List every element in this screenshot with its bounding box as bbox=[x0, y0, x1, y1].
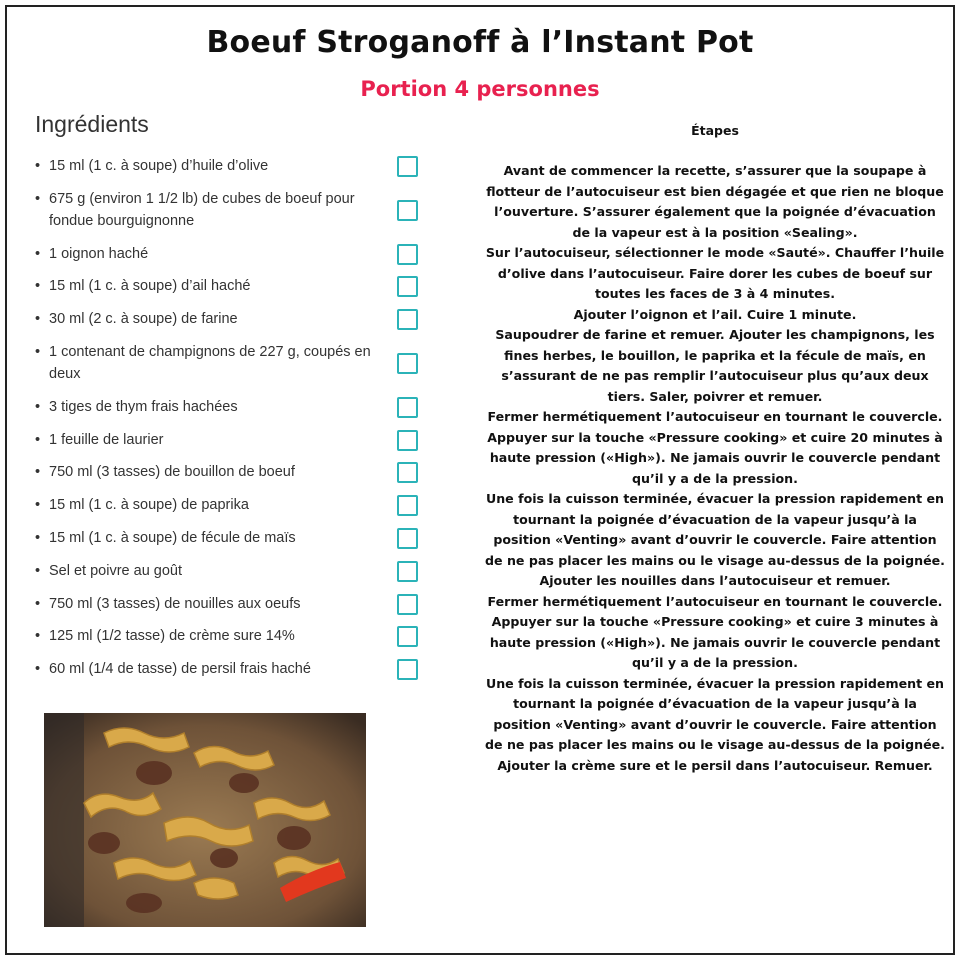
ingredient-checkbox[interactable] bbox=[397, 397, 418, 418]
ingredient-text: 1 feuille de laurier bbox=[49, 431, 164, 448]
ingredients-list bbox=[29, 155, 429, 691]
ingredient-checkbox[interactable] bbox=[397, 626, 418, 647]
bullet: • bbox=[35, 278, 41, 295]
bullet: • bbox=[35, 595, 41, 612]
steps-list bbox=[485, 161, 945, 776]
bullet: • bbox=[35, 431, 41, 448]
ingredient-item bbox=[29, 308, 429, 330]
step-text: Une fois la cuisson terminée, évacuer la pression rapidement en tournant la poignée d’évacuation de la vapeur jusqu’à la position «Venting» avant d’ouvrir le couvercle. Faire attention de ne pas placer les mains ou le visage au-dessus de la poignée. bbox=[485, 491, 945, 568]
bullet: • bbox=[35, 158, 41, 174]
bullet: • bbox=[35, 628, 41, 645]
ingredient-item bbox=[29, 494, 429, 516]
bullet: • bbox=[35, 311, 41, 328]
ingredient-checkbox[interactable] bbox=[397, 561, 418, 582]
ingredient-text: 15 ml (1 c. à soupe) d’huile d’olive bbox=[49, 158, 269, 174]
step-text: Fermer hermétiquement l’autocuiseur en tournant le couvercle. bbox=[487, 593, 943, 609]
bullet: • bbox=[35, 245, 41, 262]
portion-subtitle: Portion 4 personnes bbox=[360, 77, 600, 101]
ingredient-checkbox[interactable] bbox=[397, 659, 418, 680]
ingredient-text: 675 g (environ 1 1/2 lb) de cubes de boeuf pour fondue bourguignonne bbox=[49, 190, 355, 229]
ingredient-item bbox=[29, 275, 429, 297]
bullet: • bbox=[35, 464, 41, 481]
bullet: • bbox=[35, 343, 41, 360]
ingredient-text: 125 ml (1/2 tasse) de crème sure 14% bbox=[49, 628, 295, 645]
ingredient-checkbox[interactable] bbox=[397, 200, 418, 221]
step-text: Appuyer sur la touche «Pressure cooking» et cuire 3 minutes à haute pression («High»). Ne jamais ouvrir le couvercle pendant qu’il y a de la pression. bbox=[489, 614, 941, 670]
ingredient-text: 1 oignon haché bbox=[49, 245, 149, 262]
ingredient-checkbox[interactable] bbox=[397, 156, 418, 177]
ingredient-item bbox=[29, 658, 429, 680]
step-text: Ajouter la crème sure et le persil dans l’autocuiseur. Remuer. bbox=[497, 757, 933, 773]
page-title: Boeuf Stroganoff à l’Instant Pot bbox=[206, 25, 754, 60]
ingredient-text: 3 tiges de thym frais hachées bbox=[49, 398, 238, 415]
bullet: • bbox=[35, 190, 41, 207]
step-text: Ajouter les nouilles dans l’autocuiseur et remuer. bbox=[539, 573, 891, 588]
bullet: • bbox=[35, 398, 41, 415]
step-text: Sur l’autocuiseur, sélectionner le mode «Sauté». Chauffer l’huile d’olive dans l’autocuiseur. Faire dorer les cubes de boeuf sur toutes les faces de 3 à 4 minutes. bbox=[485, 245, 945, 301]
ingredient-text: 15 ml (1 c. à soupe) de paprika bbox=[49, 497, 249, 514]
ingredient-text: 15 ml (1 c. à soupe) d’ail haché bbox=[49, 278, 251, 295]
ingredient-checkbox[interactable] bbox=[397, 430, 418, 451]
ingredients-heading: Ingrédients bbox=[35, 111, 149, 137]
ingredient-item bbox=[29, 429, 429, 451]
bullet: • bbox=[35, 529, 41, 546]
ingredient-text: 15 ml (1 c. à soupe) de fécule de maïs bbox=[49, 529, 296, 546]
ingredient-item bbox=[29, 593, 429, 615]
dish-photo bbox=[44, 713, 366, 927]
ingredient-checkbox[interactable] bbox=[397, 462, 418, 483]
bullet: • bbox=[35, 562, 41, 579]
bullet: • bbox=[35, 497, 41, 514]
step-text: Fermer hermétiquement l’autocuiseur en tournant le couvercle. bbox=[487, 409, 943, 424]
step-text: Appuyer sur la touche «Pressure cooking» et cuire 20 minutes à haute pression («High»). Ne jamais ouvrir le couvercle pendant qu’il y a de la pression. bbox=[487, 429, 943, 486]
ingredient-text: 750 ml (3 tasses) de nouilles aux oeufs bbox=[49, 595, 301, 612]
ingredient-item bbox=[29, 188, 429, 232]
ingredient-text: 60 ml (1/4 de tasse) de persil frais haché bbox=[49, 661, 311, 678]
ingredient-text: 1 contenant de champignons de 227 g, coupés en deux bbox=[49, 343, 371, 382]
step-text: Saupoudrer de farine et remuer. Ajouter les champignons, les fines herbes, le bouillon, le paprika et la fécule de maïs, en s’assurant de ne pas remplir l’autocuiseur plus qu’aux deux tiers. Saler, poivrer et remuer. bbox=[495, 327, 935, 404]
ingredient-item bbox=[29, 155, 429, 177]
ingredient-checkbox[interactable] bbox=[397, 276, 418, 297]
recipe-card bbox=[5, 5, 955, 955]
ingredient-text: Sel et poivre au goût bbox=[49, 562, 183, 579]
step-text: Avant de commencer la recette, s’assurer que la soupape à flotteur de l’autocuiseur est bien dégagée et que rien ne bloque l’ouverture. S’assurer également que la poignée d’évacuation de la vapeur est à la position «Sealing». bbox=[486, 163, 944, 240]
ingredient-item bbox=[29, 396, 429, 418]
ingredient-checkbox[interactable] bbox=[397, 244, 418, 265]
ingredient-checkbox[interactable] bbox=[397, 528, 418, 549]
ingredient-item bbox=[29, 560, 429, 582]
ingredient-checkbox[interactable] bbox=[397, 594, 418, 615]
ingredient-item bbox=[29, 461, 429, 483]
ingredient-text: 30 ml (2 c. à soupe) de farine bbox=[49, 311, 238, 328]
steps-heading: Étapes bbox=[691, 123, 739, 138]
ingredient-checkbox[interactable] bbox=[397, 309, 418, 330]
ingredient-checkbox[interactable] bbox=[397, 495, 418, 516]
step-text: Une fois la cuisson terminée, évacuer la pression rapidement en tournant la poignée d’évacuation de la vapeur jusqu’à la position «Venting» avant d’ouvrir le couvercle. Faire attention de ne pas placer les mains ou le visage au-dessus de la poignée. bbox=[485, 675, 945, 752]
ingredient-item bbox=[29, 527, 429, 549]
ingredient-item bbox=[29, 341, 429, 385]
bullet: • bbox=[35, 661, 41, 678]
step-text: Ajouter l’oignon et l’ail. Cuire 1 minute. bbox=[573, 306, 857, 322]
ingredient-item bbox=[29, 243, 429, 265]
ingredient-item bbox=[29, 625, 429, 647]
ingredient-text: 750 ml (3 tasses) de bouillon de boeuf bbox=[49, 464, 295, 481]
ingredient-checkbox[interactable] bbox=[397, 353, 418, 374]
